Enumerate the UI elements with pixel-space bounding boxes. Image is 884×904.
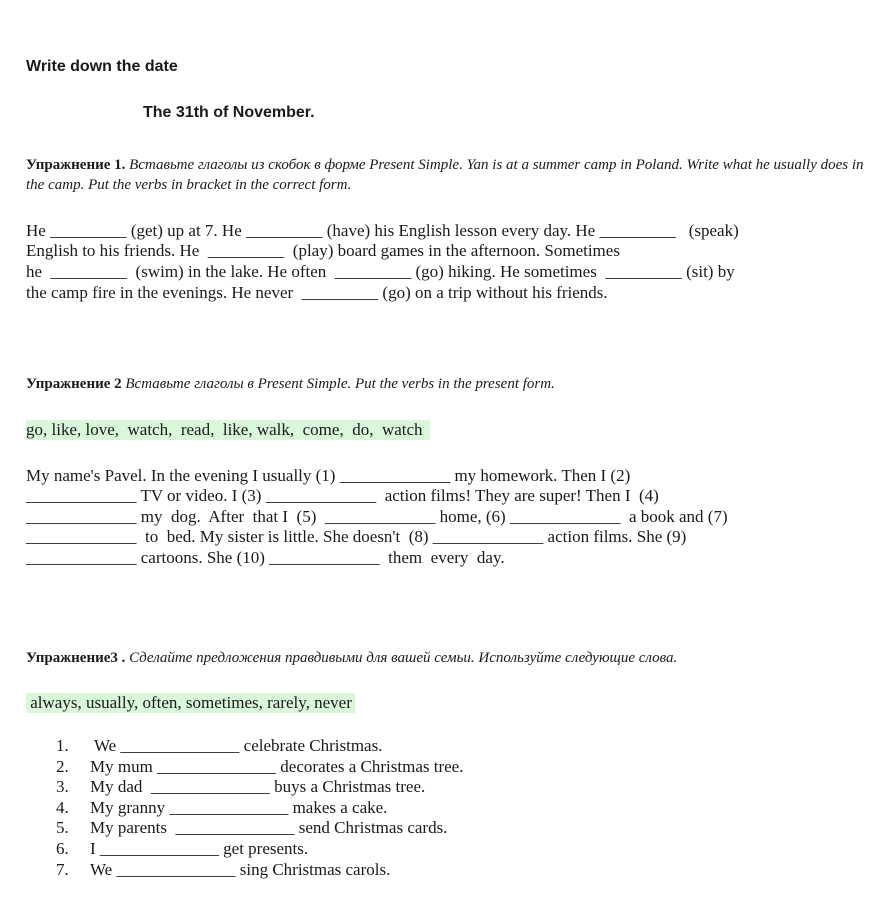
exercise-3-list <box>26 736 463 880</box>
list-item: 6. I ______________ get presents. <box>56 838 309 858</box>
exercise-3-text: Сделайте предложения правдивыми для вашей семьи. Используйте следующие слова. <box>125 650 678 666</box>
exercise-2-word-bank: go, like, love, watch, read, like, walk, come, do, watch <box>26 420 430 440</box>
exercise-3-instruction <box>26 648 876 668</box>
exercise-2-line: _____________ to bed. My sister is little. She doesn't (8) _____________ action films. She (9) <box>26 527 687 546</box>
exercise-2-line: _____________ TV or video. I (3) _____________ action films! They are super! Then I (4) <box>26 486 659 505</box>
exercise-1-text: Вставьте глаголы из скобок в форме Present Simple. Yan is at a summer camp in Poland. Write what he usually does in the camp. Put the verbs in bracket in the correct form. <box>26 157 864 193</box>
exercise-2-text: Вставьте глаголы в Present Simple. Put the verbs in the present form. <box>121 376 555 392</box>
exercise-1-instruction <box>26 155 876 195</box>
list-item: 2. My mum ______________ decorates a Christmas tree. <box>56 756 464 776</box>
date-line: The 31th of November. <box>143 104 315 121</box>
list-item: 5. My parents ______________ send Christmas cards. <box>56 818 448 838</box>
list-item: 4. My granny ______________ makes a cake. <box>56 797 388 817</box>
list-item: 3. My dad ______________ buys a Christmas tree. <box>56 777 426 797</box>
exercise-1-line: English to his friends. He _________ (play) board games in the afternoon. Sometimes <box>26 241 620 260</box>
list-item: 1. We ______________ celebrate Christmas. <box>56 736 383 755</box>
exercise-1-line: He _________ (get) up at 7. He _________ (have) his English lesson every day. He _________ (speak) <box>26 221 739 240</box>
exercise-2-line: _____________ cartoons. She (10) _____________ them every day. <box>26 548 505 567</box>
exercise-1-label: Упражнение 1. <box>26 157 126 173</box>
exercise-3-label: Упражнение3 . <box>26 650 126 666</box>
exercise-1-line: the camp fire in the evenings. He never _________ (go) on a trip without his friends. <box>26 283 608 302</box>
exercise-2-label: Упражнение 2 <box>26 376 122 392</box>
page-heading: Write down the date <box>26 58 178 75</box>
exercise-1-line: he _________ (swim) in the lake. He often _________ (go) hiking. He sometimes _________ (sit) by <box>26 262 735 281</box>
exercise-2-line: _____________ my dog. After that I (5) _____________ home, (6) _____________ a book and (7) <box>26 507 728 526</box>
exercise-3-word-bank: always, usually, often, sometimes, rarely, never <box>26 693 355 713</box>
list-item: 7. We ______________ sing Christmas carols. <box>56 859 391 879</box>
exercise-2-line: My name's Pavel. In the evening I usually (1) _____________ my homework. Then I (2) <box>26 466 631 485</box>
exercise-2-instruction <box>26 374 876 394</box>
